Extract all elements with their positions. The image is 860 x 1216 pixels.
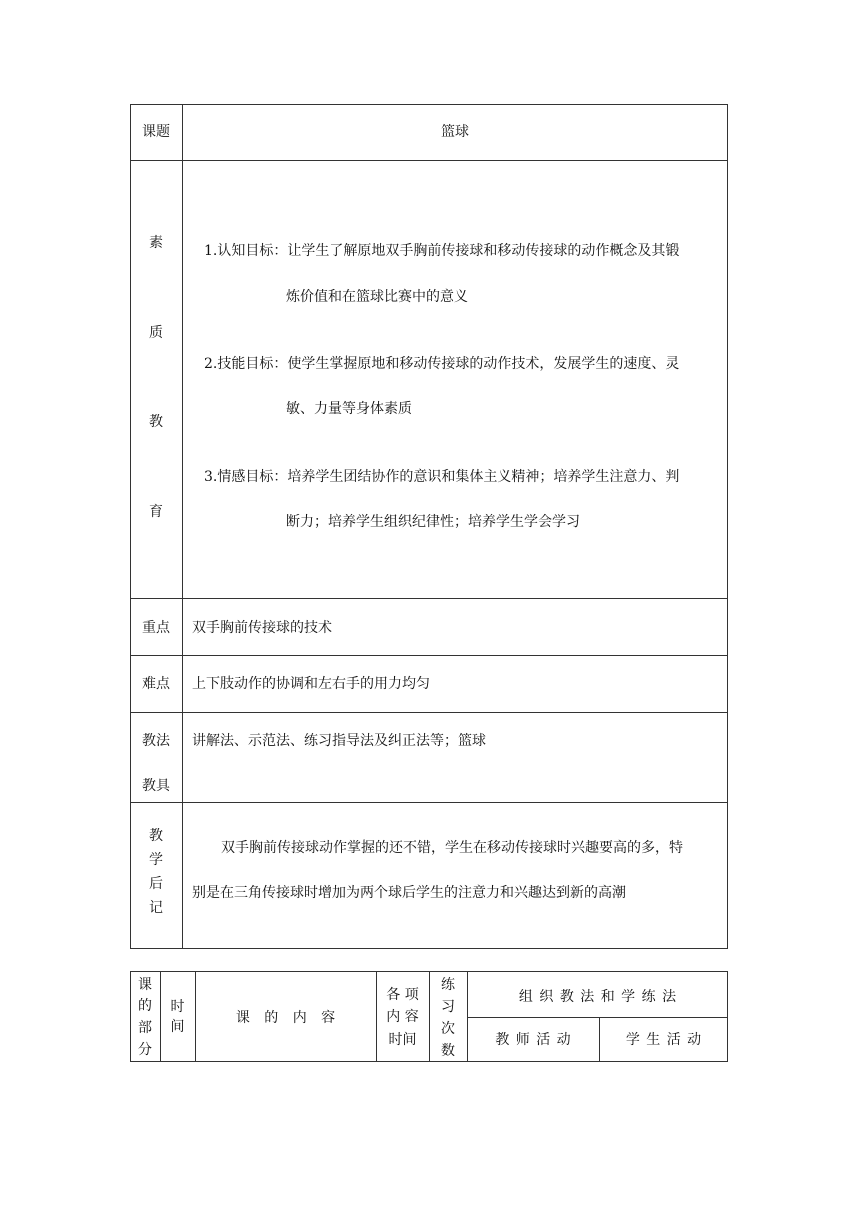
reflection-label-char: 记 (149, 900, 163, 916)
objective-cognitive-line1: 1.认知目标：让学生了解原地双手胸前传接球和移动传接球的动作概念及其锻 (204, 243, 680, 259)
key-point-label: 重点 (142, 620, 170, 636)
part-header-char: 分 (138, 1042, 152, 1058)
table-divider (130, 598, 728, 599)
reflection-line2: 别是在三角传接球时增加为两个球后学生的注意力和兴趣达到新的高潮 (192, 885, 626, 901)
practice-header-char: 数 (441, 1043, 455, 1059)
objective-skill-line1: 2.技能目标：使学生掌握原地和移动传接球的动作技术，发展学生的速度、灵 (204, 356, 680, 372)
quality-label-char: 育 (149, 504, 163, 520)
table-divider (130, 802, 728, 803)
table-divider (130, 712, 728, 713)
topic-label: 课题 (142, 124, 170, 140)
quality-label-char: 素 (149, 235, 163, 251)
table-divider (467, 1017, 728, 1018)
difficulty-value: 上下肢动作的协调和左右手的用力均匀 (192, 676, 430, 692)
method-label: 教法 (142, 733, 170, 749)
table-divider (160, 971, 161, 1062)
difficulty-label: 难点 (142, 676, 170, 692)
quality-label-char: 教 (149, 414, 163, 430)
objective-skill-line2: 敏、力量等身体素质 (286, 401, 412, 417)
time-header-char: 间 (170, 1019, 185, 1035)
item-time-header-line: 各 项 (386, 987, 419, 1003)
objective-emotion-line2: 断力；培养学生组织纪律性；培养学生学会学习 (286, 514, 580, 530)
practice-header-char: 次 (441, 1021, 455, 1037)
reflection-label-char: 学 (149, 852, 163, 868)
time-header-char: 时 (170, 999, 185, 1015)
student-activity-header: 学 生 活 动 (625, 1032, 702, 1048)
part-header-char: 课 (138, 977, 152, 993)
part-header-char: 部 (138, 1020, 152, 1036)
objective-cognitive-line2: 炼价值和在篮球比赛中的意义 (286, 289, 468, 305)
part-header-char: 的 (138, 998, 152, 1014)
quality-label-char: 质 (149, 325, 163, 341)
table-divider (130, 160, 728, 161)
table-divider (182, 104, 183, 949)
item-time-header-line: 时间 (388, 1032, 417, 1048)
method-value: 讲解法、示范法、练习指导法及纠正法等；篮球 (192, 733, 486, 749)
reflection-line1: 双手胸前传接球动作掌握的还不错，学生在移动传接球时兴趣要高的多，特 (221, 840, 683, 856)
content-header: 课 的 内 容 (235, 1010, 336, 1026)
reflection-label-char: 后 (149, 876, 163, 892)
item-time-header-line: 内 容 (386, 1009, 419, 1025)
table-divider (130, 655, 728, 656)
objective-emotion-line1: 3.情感目标：培养学生团结协作的意识和集体主义精神；培养学生注意力、判 (204, 469, 680, 485)
organization-header: 组 织 教 法 和 学 练 法 (518, 989, 677, 1005)
practice-header-char: 练 (441, 977, 455, 993)
topic-value: 篮球 (441, 124, 469, 140)
teacher-activity-header: 教 师 活 动 (495, 1032, 571, 1048)
tools-label: 教具 (142, 778, 170, 794)
practice-header-char: 习 (441, 999, 455, 1015)
key-point-value: 双手胸前传接球的技术 (192, 620, 332, 636)
reflection-label-char: 教 (149, 828, 163, 844)
